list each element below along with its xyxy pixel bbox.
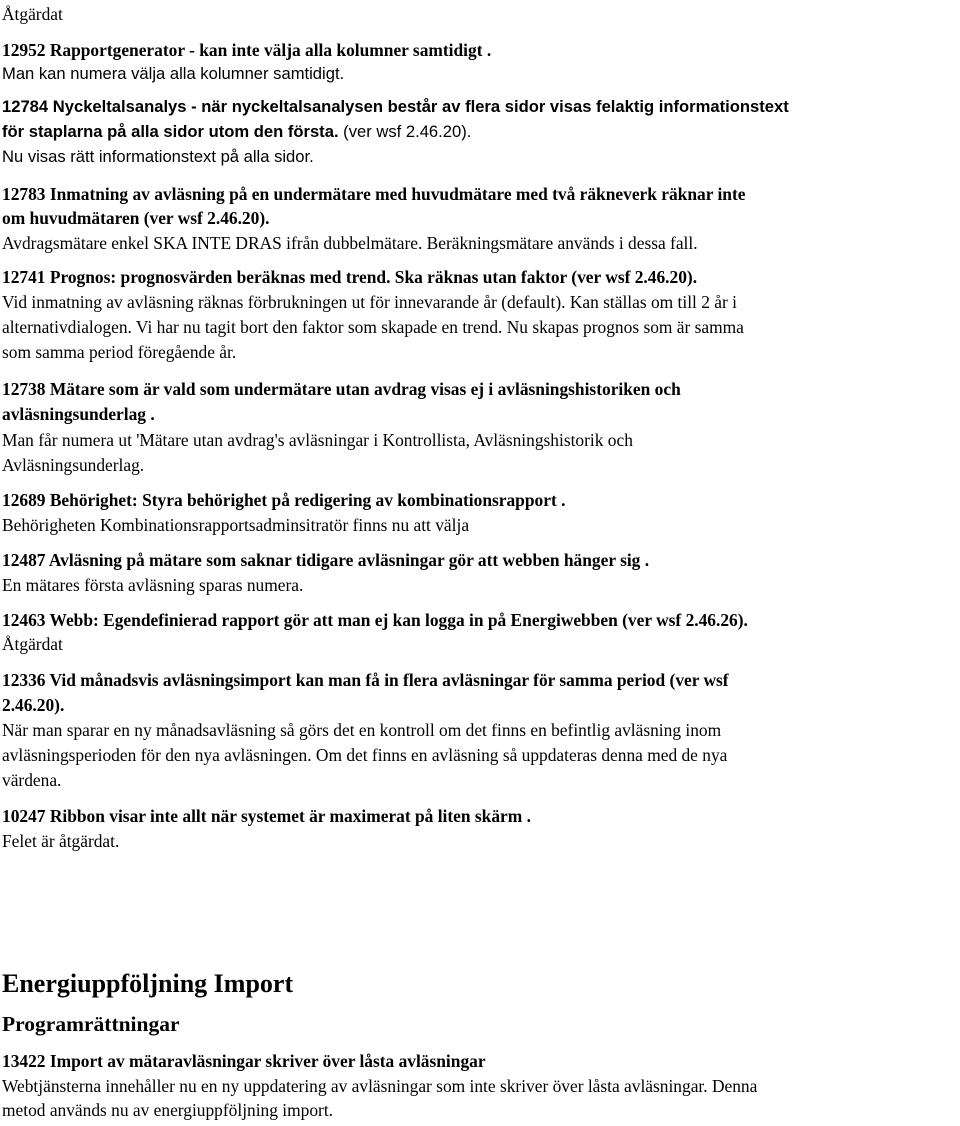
fix-title-12741: 12741 Prognos: prognosvärden beräknas med trend. Ska räknas utan faktor (ver wsf 2.46.20). (2, 267, 698, 287)
fix-title-12784-line2 (2, 121, 471, 143)
fix-title-12784-line1: 12784 Nyckeltalsanalys - när nyckeltalsanalysen består av flera sidor visas felaktig informationstext (2, 97, 789, 116)
fix-title-12336-line2: 2.46.20). (2, 695, 65, 715)
fix-description-12741-line3: som samma period föregående år. (2, 342, 237, 362)
fix-description-12689: Behörigheten Kombinationsrapportsadminsitratör finns nu att välja (2, 515, 470, 535)
fix-description-12738-line1: Man får numera ut 'Mätare utan avdrag's avläsningar i Kontrollista, Avläsningshistorik och (2, 430, 633, 450)
fix-description-10247: Felet är åtgärdat. (2, 831, 120, 851)
section-subheading: Programrättningar (2, 1012, 180, 1036)
fix-title-12463: 12463 Webb: Egendefinierad rapport gör att man ej kan logga in på Energiwebben (ver wsf 2.46.26). (2, 610, 748, 630)
section-heading: Energiuppföljning Import (2, 969, 294, 998)
fix-title-12689: 12689 Behörighet: Styra behörighet på redigering av kombinationsrapport . (2, 490, 566, 510)
fix-title-10247: 10247 Ribbon visar inte allt när systemet är maximerat på liten skärm . (2, 806, 531, 826)
item-description-13422-line2: metod används nu av energiuppföljning import. (2, 1100, 334, 1120)
item-description-13422-line1: Webtjänsterna innehåller nu en ny uppdatering av avläsningar som inte skriver över låsta avläsningar. Denna (2, 1076, 758, 1096)
fix-description-12738-line2: Avläsningsunderlag. (2, 455, 145, 475)
item-title-13422: 13422 Import av mätaravläsningar skriver över låsta avläsningar (2, 1051, 486, 1071)
fix-title-12336-line1: 12336 Vid månadsvis avläsningsimport kan man få in flera avläsningar för samma period (ver wsf (2, 670, 729, 690)
fix-title-12487: 12487 Avläsning på mätare som saknar tidigare avläsningar gör att webben hänger sig . (2, 550, 650, 570)
fix-description-12463: Åtgärdat (2, 634, 63, 654)
fix-description-12784: Nu visas rätt informationstext på alla sidor. (2, 147, 314, 166)
fix-title-12738-line1: 12738 Mätare som är vald som undermätare utan avdrag visas ej i avläsningshistoriken och (2, 379, 681, 399)
fix-description-12952: Man kan numera välja alla kolumner samtidigt. (2, 64, 345, 83)
fix-description-12487: En mätares första avläsning sparas numera. (2, 575, 304, 595)
fix-description-12783: Avdragsmätare enkel SKA INTE DRAS ifrån dubbelmätare. Beräkningsmätare används i dessa fall. (2, 233, 698, 253)
fix-title-12784-text: för staplarna på alla sidor utom den första. (2, 122, 339, 141)
fix-description-12336-line2: avläsningsperioden för den nya avläsningen. Om det finns en avläsning så uppdateras denna med de nya (2, 745, 728, 765)
fix-description-12741-line1: Vid inmatning av avläsning räknas förbrukningen ut för innevarande år (default). Kan ställas om till 2 år i (2, 292, 737, 312)
fix-title-12738-line2: avläsningsunderlag . (2, 404, 155, 424)
fix-title-12784-version: (ver wsf 2.46.20). (338, 122, 472, 141)
fix-description-12741-line2: alternativdialogen. Vi har nu tagit bort den faktor som skapade en trend. Nu skapas prognos som är samma (2, 317, 744, 337)
fixed-label: Åtgärdat (2, 4, 63, 24)
fix-title-12783-line2: om huvudmätaren (ver wsf 2.46.20). (2, 208, 270, 228)
fix-description-12336-line3: värdena. (2, 770, 62, 790)
fix-title-12952: 12952 Rapportgenerator - kan inte välja alla kolumner samtidigt . (2, 40, 492, 60)
fix-title-12783-line1: 12783 Inmatning av avläsning på en undermätare med huvudmätare med två räkneverk räknar inte (2, 184, 746, 204)
fix-description-12336-line1: När man sparar en ny månadsavläsning så görs det en kontroll om det finns en befintlig avläsning inom (2, 720, 722, 740)
